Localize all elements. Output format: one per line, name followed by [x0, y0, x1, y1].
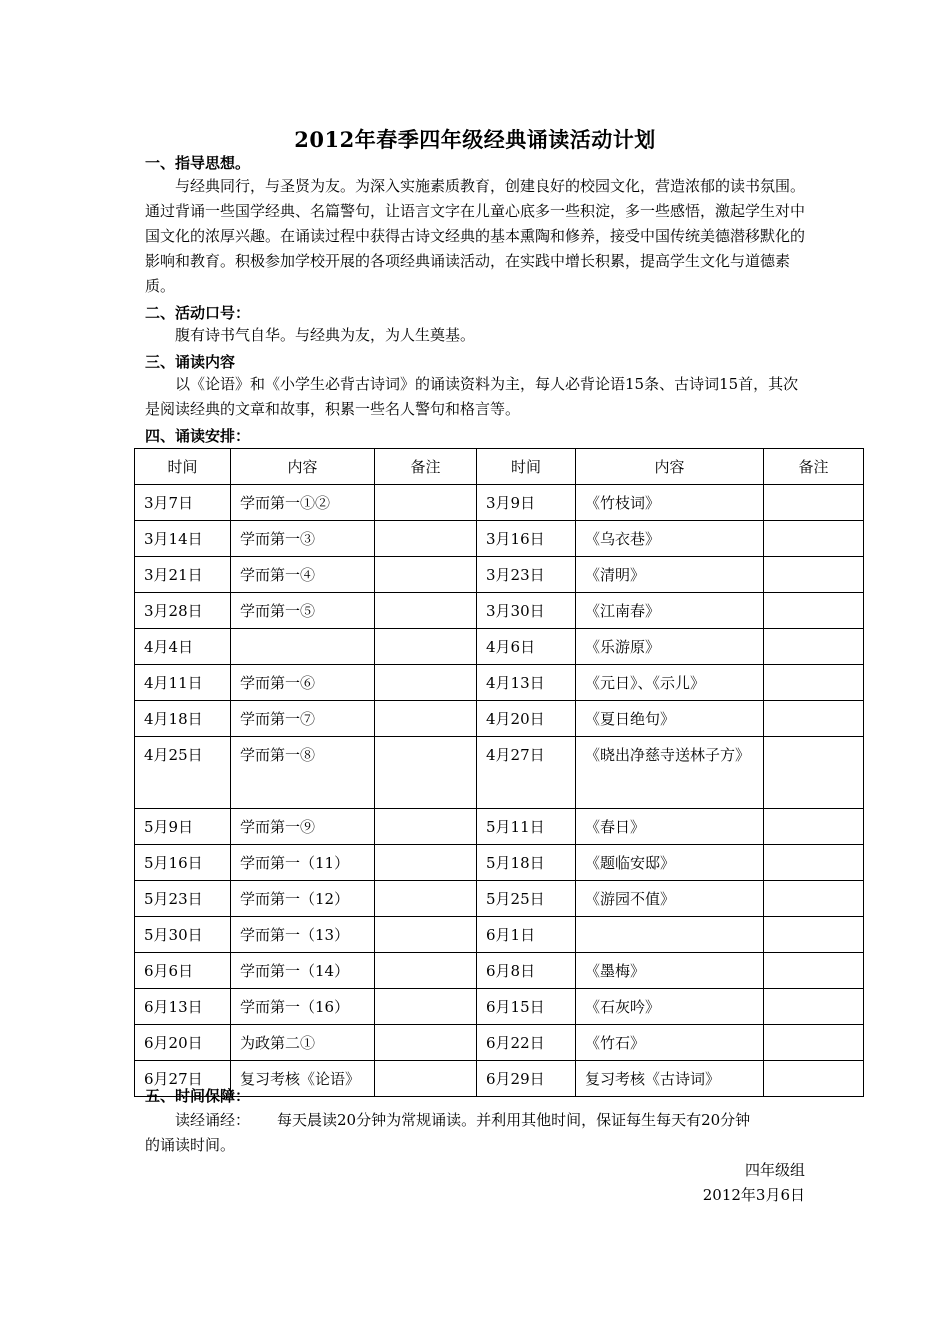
schedule-cell — [231, 629, 375, 665]
schedule-cell: 4月27日 — [477, 737, 576, 809]
schedule-cell: 5月18日 — [477, 845, 576, 881]
schedule-cell: 学而第一（16） — [231, 989, 375, 1025]
schedule-cell: 《元日》、《示儿》 — [576, 665, 764, 701]
schedule-cell: 复习考核《古诗词》 — [576, 1061, 764, 1097]
schedule-cell: 4月11日 — [135, 665, 231, 701]
schedule-cell — [375, 989, 477, 1025]
schedule-row — [135, 845, 864, 881]
schedule-cell: 学而第一（11） — [231, 845, 375, 881]
schedule-cell: 6月15日 — [477, 989, 576, 1025]
schedule-cell — [764, 809, 864, 845]
schedule-cell: 6月8日 — [477, 953, 576, 989]
section-1-body: 与经典同行，与圣贤为友。为深入实施素质教育，创建良好的校园文化，营造浓郁的读书氛围。通过背诵一些国学经典、名篇警句，让语言文字在儿童心底多一些积淀，多一些感悟，激起学生对中国文化的浓厚兴趣。在诵读过程中获得古诗文经典的基本熏陶和修养，接受中国传统美德潜移默化的影响和教育。积极参加学校开展的各项经典诵读活动，在实践中增长积累，提高学生文化与道德素质。 — [145, 177, 806, 295]
schedule-cell: 学而第一⑦ — [231, 701, 375, 737]
schedule-cell — [375, 485, 477, 521]
schedule-cell — [764, 593, 864, 629]
schedule-cell: 3月23日 — [477, 557, 576, 593]
schedule-cell: 《题临安邸》 — [576, 845, 764, 881]
header-cell: 备注 — [375, 449, 477, 485]
schedule-cell — [375, 809, 477, 845]
schedule-cell — [764, 665, 864, 701]
section-5-body-line1: 每天晨读20分钟为常规诵读。并利用其他时间，保证每生每天有20分钟 — [277, 1111, 751, 1129]
schedule-cell: 为政第二① — [231, 1025, 375, 1061]
schedule-cell: 3月7日 — [135, 485, 231, 521]
signature-date: 2012年3月6日 — [702, 1186, 805, 1204]
schedule-cell: 学而第一⑧ — [231, 737, 375, 809]
schedule-cell: 6月6日 — [135, 953, 231, 989]
schedule-cell: 5月25日 — [477, 881, 576, 917]
schedule-cell: 《晓出净慈寺送林子方》 — [576, 737, 764, 809]
schedule-row — [135, 953, 864, 989]
schedule-cell: 学而第一⑤ — [231, 593, 375, 629]
schedule-cell — [375, 665, 477, 701]
schedule-cell — [764, 953, 864, 989]
schedule-row — [135, 629, 864, 665]
schedule-cell: 6月29日 — [477, 1061, 576, 1097]
schedule-cell — [764, 557, 864, 593]
schedule-row — [135, 521, 864, 557]
schedule-cell — [764, 485, 864, 521]
header-cell: 时间 — [477, 449, 576, 485]
schedule-row — [135, 809, 864, 845]
schedule-cell: 《竹枝词》 — [576, 485, 764, 521]
schedule-cell: 4月25日 — [135, 737, 231, 809]
header-cell: 时间 — [135, 449, 231, 485]
schedule-cell: 学而第一④ — [231, 557, 375, 593]
schedule-cell: 3月21日 — [135, 557, 231, 593]
schedule-cell: 4月18日 — [135, 701, 231, 737]
schedule-cell — [375, 1025, 477, 1061]
schedule-row — [135, 737, 864, 809]
schedule-cell: 《春日》 — [576, 809, 764, 845]
schedule-cell — [375, 593, 477, 629]
schedule-cell: 5月23日 — [135, 881, 231, 917]
schedule-row — [135, 557, 864, 593]
schedule-cell — [375, 881, 477, 917]
header-cell: 备注 — [764, 449, 864, 485]
schedule-cell: 学而第一③ — [231, 521, 375, 557]
section-5-label: 读经诵经： — [175, 1111, 251, 1129]
schedule-row — [135, 989, 864, 1025]
schedule-cell — [764, 629, 864, 665]
schedule-cell: 4月13日 — [477, 665, 576, 701]
schedule-cell — [764, 1061, 864, 1097]
section-4-heading: 四、诵读安排： — [145, 427, 251, 445]
schedule-row — [135, 701, 864, 737]
schedule-cell — [576, 917, 764, 953]
schedule-cell — [375, 1061, 477, 1097]
schedule-cell — [375, 557, 477, 593]
schedule-table — [134, 448, 864, 1097]
section-2-body: 腹有诗书气自华。与经典为友，为人生奠基。 — [175, 326, 476, 344]
schedule-cell: 复习考核《论语》 — [231, 1061, 375, 1097]
schedule-cell: 《竹石》 — [576, 1025, 764, 1061]
section-1-heading: 一、指导思想。 — [145, 154, 251, 172]
schedule-cell: 学而第一⑥ — [231, 665, 375, 701]
section-5-body-line2: 的诵读时间。 — [145, 1136, 236, 1154]
section-2-heading: 二、活动口号： — [145, 304, 251, 322]
schedule-row — [135, 485, 864, 521]
schedule-row — [135, 917, 864, 953]
header-cell: 内容 — [231, 449, 375, 485]
schedule-cell: 《石灰吟》 — [576, 989, 764, 1025]
section-3-body: 以《论语》和《小学生必背古诗词》的诵读资料为主，每人必背论语15条、古诗词15首，其次是阅读经典的文章和故事，积累一些名人警句和格言等。 — [145, 375, 799, 418]
schedule-cell — [764, 845, 864, 881]
schedule-cell: 学而第一⑨ — [231, 809, 375, 845]
section-3-heading: 三、诵读内容 — [145, 353, 236, 371]
schedule-cell — [375, 917, 477, 953]
schedule-cell — [764, 1025, 864, 1061]
schedule-cell — [764, 521, 864, 557]
schedule-cell — [375, 953, 477, 989]
schedule-cell: 6月1日 — [477, 917, 576, 953]
schedule-cell: 学而第一（12） — [231, 881, 375, 917]
schedule-cell — [375, 701, 477, 737]
schedule-cell: 学而第一①② — [231, 485, 375, 521]
schedule-cell: 3月30日 — [477, 593, 576, 629]
schedule-cell: 5月16日 — [135, 845, 231, 881]
schedule-cell — [764, 737, 864, 809]
schedule-cell: 学而第一（14） — [231, 953, 375, 989]
schedule-cell: 5月30日 — [135, 917, 231, 953]
schedule-cell: 《夏日绝句》 — [576, 701, 764, 737]
schedule-cell — [375, 845, 477, 881]
schedule-cell: 4月4日 — [135, 629, 231, 665]
schedule-cell — [375, 629, 477, 665]
schedule-cell: 6月27日 — [135, 1061, 231, 1097]
schedule-cell: 6月20日 — [135, 1025, 231, 1061]
schedule-cell: 4月20日 — [477, 701, 576, 737]
schedule-cell — [764, 917, 864, 953]
schedule-cell: 《乌衣巷》 — [576, 521, 764, 557]
schedule-cell: 6月13日 — [135, 989, 231, 1025]
page-title: 2012年春季四年级经典诵读活动计划 — [294, 127, 656, 152]
schedule-cell: 3月14日 — [135, 521, 231, 557]
schedule-cell: 学而第一（13） — [231, 917, 375, 953]
schedule-row — [135, 593, 864, 629]
schedule-cell: 5月9日 — [135, 809, 231, 845]
section-5-heading: 五、时间保障： — [145, 1087, 251, 1105]
header-cell: 内容 — [576, 449, 764, 485]
schedule-cell: 6月22日 — [477, 1025, 576, 1061]
schedule-cell: 《游园不值》 — [576, 881, 764, 917]
schedule-cell — [375, 737, 477, 809]
schedule-cell: 《乐游原》 — [576, 629, 764, 665]
schedule-cell: 3月16日 — [477, 521, 576, 557]
schedule-cell — [375, 521, 477, 557]
schedule-row — [135, 881, 864, 917]
schedule-cell: 4月6日 — [477, 629, 576, 665]
schedule-row — [135, 1025, 864, 1061]
schedule-row — [135, 665, 864, 701]
schedule-cell — [764, 881, 864, 917]
schedule-cell — [764, 989, 864, 1025]
schedule-cell: 3月9日 — [477, 485, 576, 521]
schedule-cell — [764, 701, 864, 737]
schedule-cell: 《墨梅》 — [576, 953, 764, 989]
schedule-cell: 3月28日 — [135, 593, 231, 629]
schedule-header-row — [135, 449, 864, 485]
schedule-cell: 5月11日 — [477, 809, 576, 845]
signature-group: 四年级组 — [744, 1161, 805, 1179]
schedule-cell: 《江南春》 — [576, 593, 764, 629]
schedule-cell: 《清明》 — [576, 557, 764, 593]
